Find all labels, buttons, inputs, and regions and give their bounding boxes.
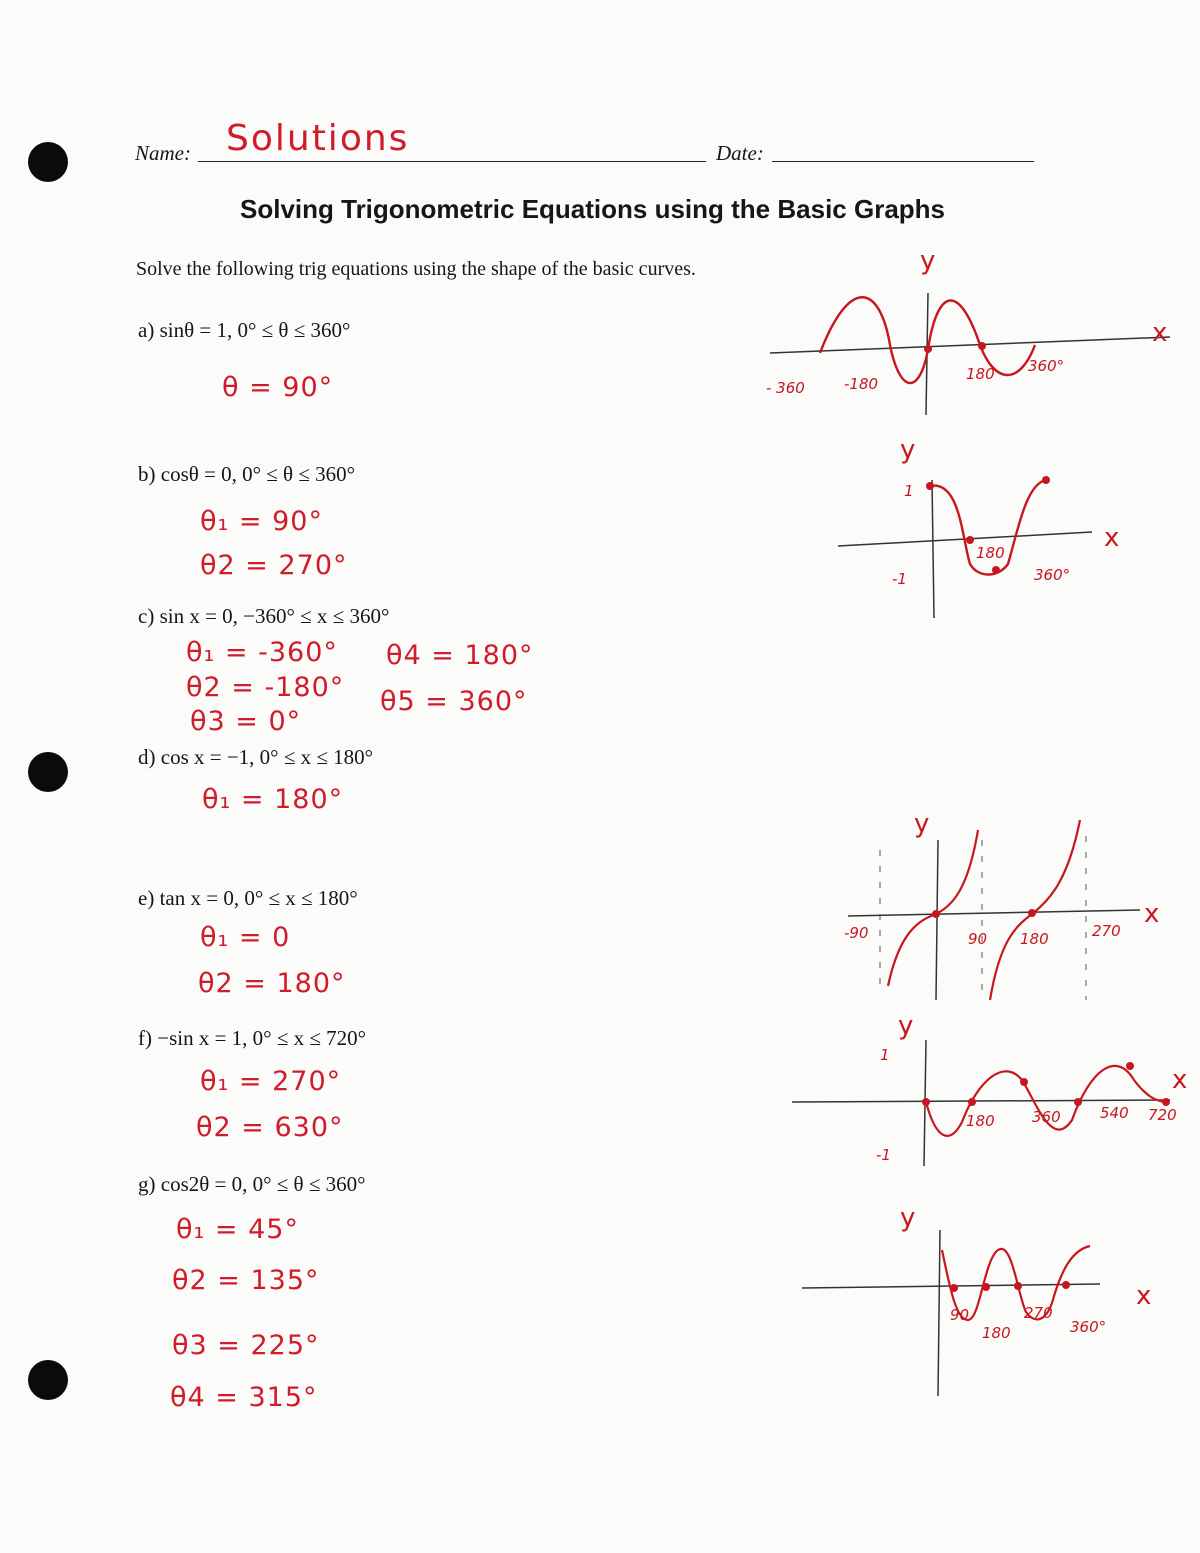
graph-f-y-label: y bbox=[898, 1011, 914, 1041]
graph-a-y-label: y bbox=[920, 246, 936, 276]
graph-g-x-label: x bbox=[1136, 1281, 1152, 1311]
graph-e-x-axis bbox=[848, 910, 1140, 916]
graph-g-tick: 90 bbox=[950, 1306, 970, 1324]
answer-f-1: θ₁ = 270° bbox=[200, 1066, 342, 1097]
graph-e bbox=[840, 810, 1170, 1010]
graph-f-point bbox=[1162, 1098, 1170, 1106]
graph-f bbox=[790, 1010, 1190, 1170]
graph-e-tick: 270 bbox=[1092, 922, 1121, 940]
graph-g bbox=[800, 1200, 1160, 1400]
answer-g-4: θ4 = 315° bbox=[170, 1382, 318, 1413]
answer-a-1: θ = 90° bbox=[222, 372, 334, 403]
graph-a-point bbox=[924, 345, 932, 353]
name-value: Solutions bbox=[226, 118, 410, 159]
graph-e-x-label: x bbox=[1144, 899, 1160, 929]
graph-g-tick: 270 bbox=[1024, 1304, 1053, 1322]
graph-f-tick: 360 bbox=[1032, 1108, 1061, 1126]
graph-e-tick: 90 bbox=[968, 930, 988, 948]
graph-b-tick: 360° bbox=[1034, 566, 1071, 584]
graph-g-point bbox=[1062, 1281, 1070, 1289]
graph-g-tick: 360° bbox=[1070, 1318, 1107, 1336]
graph-e-curve bbox=[990, 820, 1080, 1000]
graph-f-tick: 540 bbox=[1100, 1104, 1129, 1122]
graph-g-tick: 180 bbox=[982, 1324, 1011, 1342]
problem-a: a) sinθ = 1, 0° ≤ θ ≤ 360° bbox=[138, 318, 351, 342]
graph-f-point bbox=[1074, 1098, 1082, 1106]
problem-c: c) sin x = 0, −360° ≤ x ≤ 360° bbox=[138, 604, 390, 628]
graph-f-point bbox=[922, 1098, 930, 1106]
graph-b-point bbox=[926, 482, 934, 490]
problem-e: e) tan x = 0, 0° ≤ x ≤ 180° bbox=[138, 886, 358, 910]
graph-f-tick: -1 bbox=[876, 1146, 891, 1164]
binder-hole-2 bbox=[28, 752, 68, 792]
answer-c-3: θ3 = 0° bbox=[190, 706, 302, 737]
graph-e-tick: 180 bbox=[1020, 930, 1049, 948]
graph-a-x-label: x bbox=[1152, 318, 1168, 348]
graph-f-x-axis bbox=[792, 1100, 1170, 1102]
graph-b-point bbox=[966, 536, 974, 544]
problem-d: d) cos x = −1, 0° ≤ x ≤ 180° bbox=[138, 745, 374, 769]
graph-f-tick: 720 bbox=[1148, 1106, 1177, 1124]
answer-g-1: θ₁ = 45° bbox=[176, 1214, 299, 1245]
answer-g-3: θ3 = 225° bbox=[172, 1330, 320, 1361]
graph-e-curve bbox=[888, 830, 978, 986]
graph-g-point bbox=[982, 1283, 990, 1291]
graph-f-point bbox=[1020, 1078, 1028, 1086]
answer-c-5: θ5 = 360° bbox=[380, 686, 528, 717]
graph-a-tick: 180 bbox=[966, 365, 995, 383]
answer-c-4: θ4 = 180° bbox=[386, 640, 534, 671]
graph-e-point bbox=[1028, 909, 1036, 917]
date-label: Date: bbox=[716, 141, 764, 165]
answer-e-2: θ2 = 180° bbox=[198, 968, 346, 999]
problem-f: f) −sin x = 1, 0° ≤ x ≤ 720° bbox=[138, 1026, 367, 1050]
graph-f-tick: 180 bbox=[966, 1112, 995, 1130]
instructions: Solve the following trig equations using the shape of the basic curves. bbox=[136, 258, 696, 280]
problem-b: b) cosθ = 0, 0° ≤ θ ≤ 360° bbox=[138, 462, 356, 486]
answer-b-1: θ₁ = 90° bbox=[200, 506, 323, 537]
graph-a-x-axis bbox=[770, 337, 1170, 353]
graph-e-point bbox=[932, 910, 940, 918]
graph-b-y-label: y bbox=[900, 435, 916, 465]
graph-b-point bbox=[1042, 476, 1050, 484]
graph-b-tick: 1 bbox=[904, 482, 914, 500]
graph-g-y-label: y bbox=[900, 1203, 916, 1233]
graph-a-point bbox=[978, 342, 986, 350]
graph-b-tick: -1 bbox=[892, 570, 907, 588]
answer-b-2: θ2 = 270° bbox=[200, 550, 348, 581]
graph-b-x-label: x bbox=[1104, 523, 1120, 553]
name-line bbox=[198, 161, 706, 162]
graph-g-point bbox=[1014, 1282, 1022, 1290]
graph-f-point bbox=[1126, 1062, 1134, 1070]
graph-b-point bbox=[992, 566, 1000, 574]
graph-a-tick: 360° bbox=[1028, 357, 1065, 375]
graph-b-tick: 180 bbox=[976, 544, 1005, 562]
page-title: Solving Trigonometric Equations using the Basic Graphs bbox=[240, 194, 945, 224]
answer-d-1: θ₁ = 180° bbox=[202, 784, 344, 815]
date-line bbox=[772, 161, 1034, 162]
problem-g: g) cos2θ = 0, 0° ≤ θ ≤ 360° bbox=[138, 1172, 366, 1196]
graph-f-x-label: x bbox=[1172, 1065, 1188, 1095]
name-label: Name: bbox=[135, 141, 191, 165]
binder-hole-3 bbox=[28, 1360, 68, 1400]
graph-a-tick: - 360 bbox=[766, 379, 805, 397]
graph-g-y-axis bbox=[938, 1230, 940, 1396]
binder-hole-1 bbox=[28, 142, 68, 182]
answer-c-2: θ2 = -180° bbox=[186, 672, 345, 703]
graph-g-point bbox=[950, 1284, 958, 1292]
graph-b bbox=[830, 435, 1150, 630]
graph-f-point bbox=[968, 1098, 976, 1106]
graph-e-y-label: y bbox=[914, 809, 930, 839]
graph-b-y-axis bbox=[932, 480, 934, 618]
graph-e-y-axis bbox=[936, 840, 938, 1000]
answer-f-2: θ2 = 630° bbox=[196, 1112, 344, 1143]
answer-g-2: θ2 = 135° bbox=[172, 1265, 320, 1296]
answer-e-1: θ₁ = 0 bbox=[200, 922, 291, 953]
graph-a bbox=[760, 245, 1180, 435]
graph-e-tick: -90 bbox=[844, 924, 869, 942]
graph-a-tick: -180 bbox=[844, 375, 879, 393]
graph-f-tick: 1 bbox=[880, 1046, 890, 1064]
answer-c-1: θ₁ = -360° bbox=[186, 637, 338, 668]
